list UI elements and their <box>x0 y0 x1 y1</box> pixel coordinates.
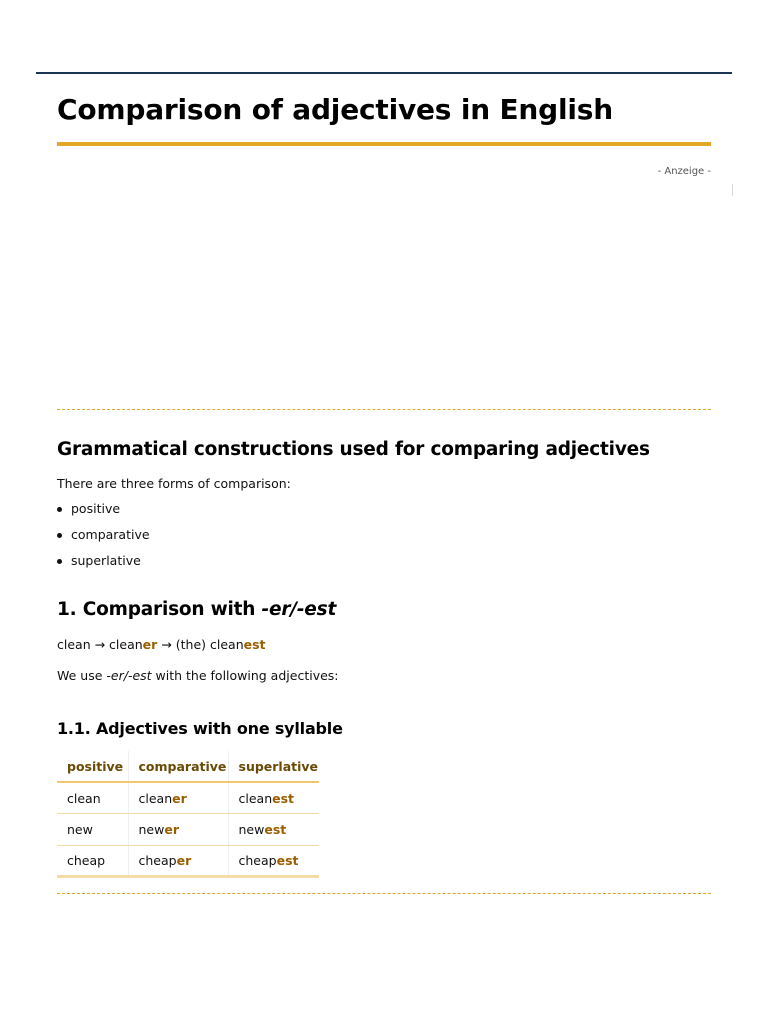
example-base: clean <box>210 637 244 652</box>
bullet-icon <box>57 507 62 512</box>
cell-positive: cheap <box>57 845 128 877</box>
example-line <box>57 637 266 652</box>
column-header: comparative <box>128 751 228 782</box>
word-ending: est <box>272 790 295 806</box>
word-ending: er <box>172 790 187 806</box>
word-base: clean <box>138 790 173 806</box>
forms-list <box>57 501 150 579</box>
table-row <box>57 814 319 846</box>
word-base: new <box>238 821 265 837</box>
word-ending: er <box>176 852 192 868</box>
table-header-row <box>57 751 319 782</box>
list-item <box>57 527 150 553</box>
list-item-label: positive <box>71 501 121 516</box>
word-base: clean <box>238 790 273 806</box>
word-base: cheap <box>138 852 177 868</box>
section-bottom-divider <box>57 893 711 894</box>
example-arrow: → <box>90 637 110 652</box>
ad-label: - Anzeige - <box>657 166 711 177</box>
usage-term: -er/-est <box>106 668 152 683</box>
word-base: new <box>138 821 165 837</box>
section-heading-grammar: Grammatical constructions used for comparing adjectives <box>57 439 650 460</box>
list-item-label: superlative <box>71 553 141 568</box>
example-base: clean <box>57 637 91 652</box>
cell-superlative <box>228 845 319 877</box>
list-item-label: comparative <box>71 527 150 542</box>
word-ending: est <box>264 821 287 837</box>
cell-comparative <box>128 845 228 877</box>
example-base: clean <box>109 637 143 652</box>
section-heading-one-syllable: 1.1. Adjectives with one syllable <box>57 719 343 738</box>
ad-slot-marker <box>732 184 733 196</box>
top-divider <box>36 72 732 74</box>
intro-text: There are three forms of comparison: <box>57 476 291 491</box>
cell-comparative <box>128 782 228 814</box>
example-ending: est <box>243 637 266 652</box>
cell-positive: clean <box>57 782 128 814</box>
usage-prefix: We use <box>57 668 107 683</box>
example-arrow: → (the) <box>157 637 210 652</box>
cell-positive: new <box>57 814 128 846</box>
cell-superlative <box>228 814 319 846</box>
usage-suffix: with the following adjectives: <box>151 668 339 683</box>
usage-text <box>57 668 339 683</box>
table-row <box>57 845 319 877</box>
section-heading-er-est <box>57 599 336 620</box>
example-ending: er <box>142 637 158 652</box>
heading-suffix: -er/-est <box>261 599 337 620</box>
list-item <box>57 501 150 527</box>
cell-superlative <box>228 782 319 814</box>
cell-comparative <box>128 814 228 846</box>
word-base: cheap <box>238 852 277 868</box>
comparison-table <box>57 751 319 878</box>
list-item <box>57 553 150 579</box>
bullet-icon <box>57 559 62 564</box>
word-ending: er <box>164 821 179 837</box>
ad-bottom-divider <box>57 409 711 410</box>
page-title: Comparison of adjectives in English <box>57 93 613 126</box>
title-underline <box>57 142 711 146</box>
bullet-icon <box>57 533 62 538</box>
table-row <box>57 782 319 814</box>
heading-prefix: 1. Comparison with <box>57 599 262 620</box>
word-ending: est <box>276 852 299 868</box>
column-header: positive <box>57 751 128 782</box>
column-header: superlative <box>228 751 319 782</box>
